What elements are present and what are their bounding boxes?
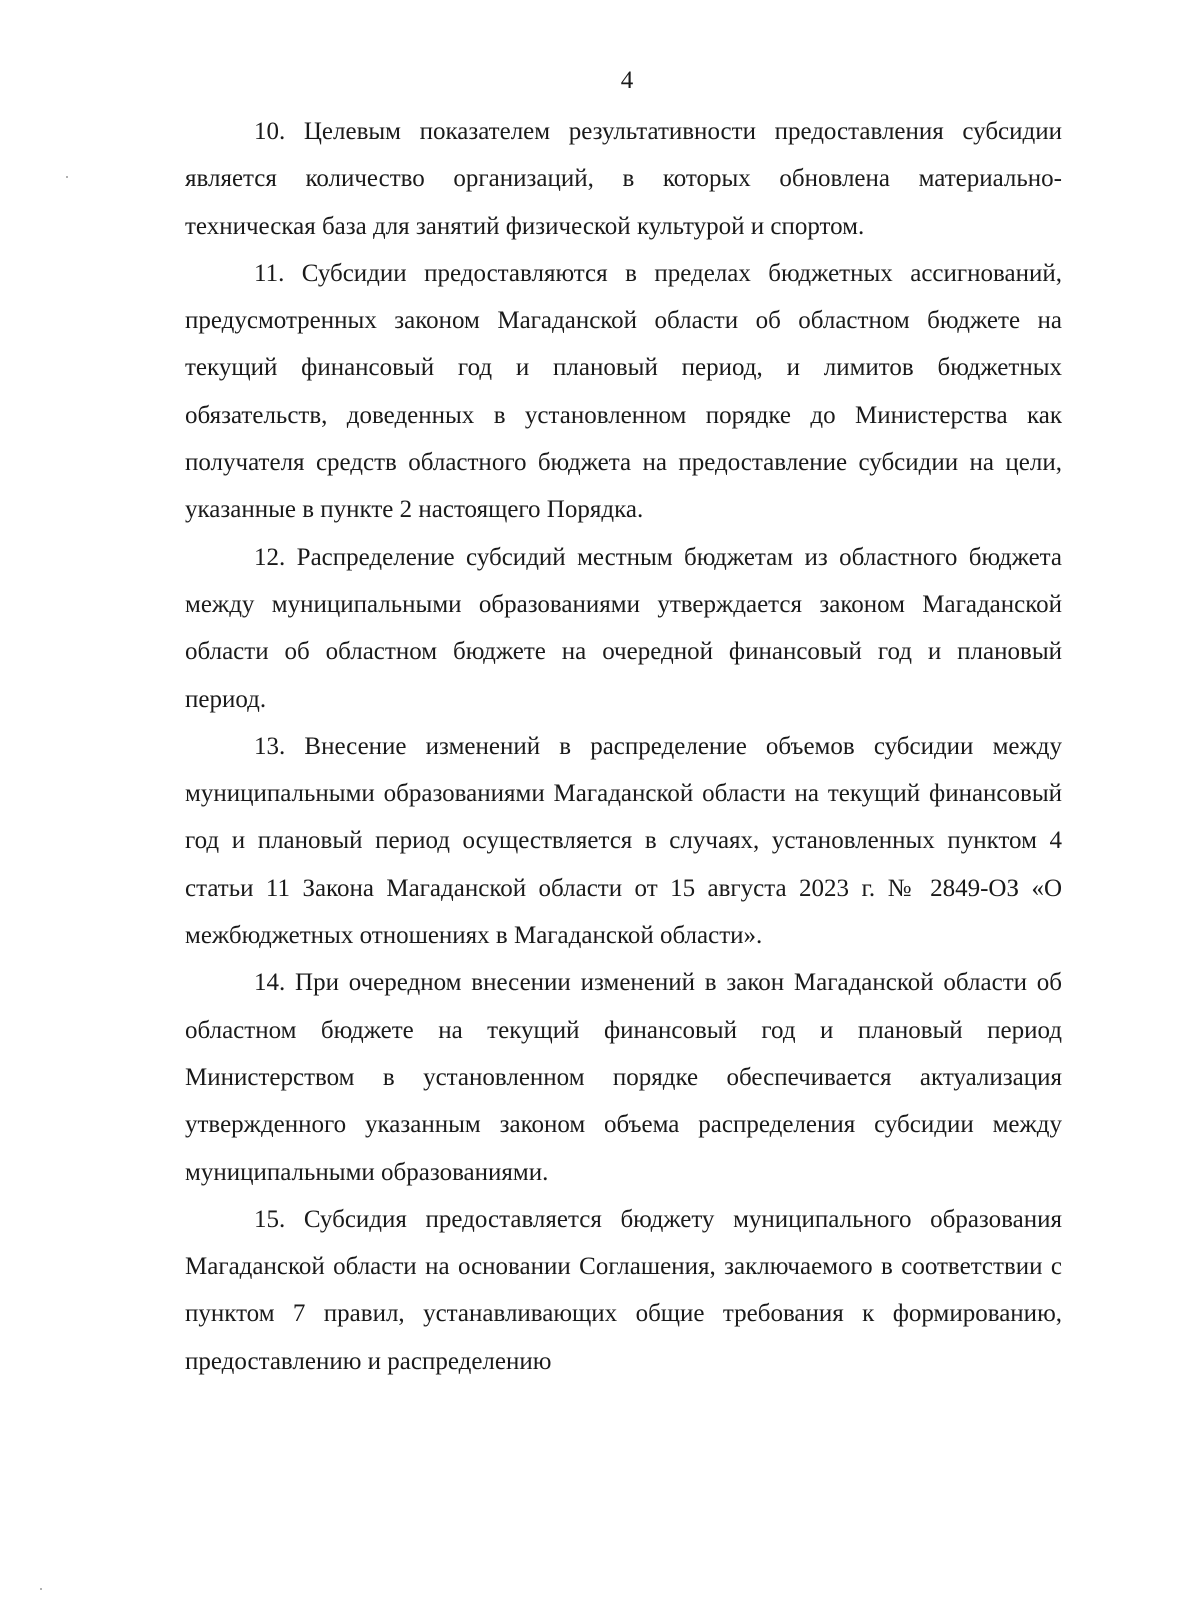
scan-speck <box>40 1588 42 1590</box>
paragraph-12: 12. Распределение субсидий местным бюджетам из областного бюджета между муниципальными образованиями утверждается законом Магаданской области об областном бюджете на очередной финансовый год и плановый период. <box>185 543 1062 713</box>
paragraph-15: 15. Субсидия предоставляется бюджету муниципального образования Магаданской области на основании Соглашения, заключаемого в соответствии с пунктом 7 правил, устанавливающих общие требования к формированию, предоставлению и распределению <box>185 1205 1062 1375</box>
paragraph-10: 10. Целевым показателем результативности предоставления субсидии является количество организаций, в которых обновлена материально- техническая база для занятий физической культурой и спортом. <box>185 118 1062 240</box>
paragraph-11: 11. Субсидии предоставляются в пределах бюджетных ассигнований, предусмотренных законом Магаданской области об областном бюджете на текущий финансовый год и плановый период, и лимитов бюджетных обязательств, доведенных в установленном порядке до Министерства как получателя средств областного бюджета на предоставление субсидии на цели, указанные в пункте 2 настоящего Порядка. <box>185 259 1062 524</box>
paragraph-13: 13. Внесение изменений в распределение объемов субсидии между муниципальными образованиями Магаданской области на текущий финансовый год и плановый период осуществляется в случаях, установленных пунктом 4 статьи 11 Закона Магаданской области от 15 августа 2023 г. № 2849-ОЗ «О межбюджетных отношениях в Магаданской области». <box>185 732 1062 950</box>
page-number: 4 <box>620 67 634 94</box>
paragraph-14: 14. При очередном внесении изменений в закон Магаданской области об областном бюджете на текущий финансовый год и плановый период Министерством в установленном порядке обеспечивается актуализация утвержденного указанным законом объема распределения субсидии между муниципальными образованиями. <box>185 969 1062 1186</box>
scan-speck <box>66 176 68 178</box>
document-body <box>185 108 1062 1385</box>
